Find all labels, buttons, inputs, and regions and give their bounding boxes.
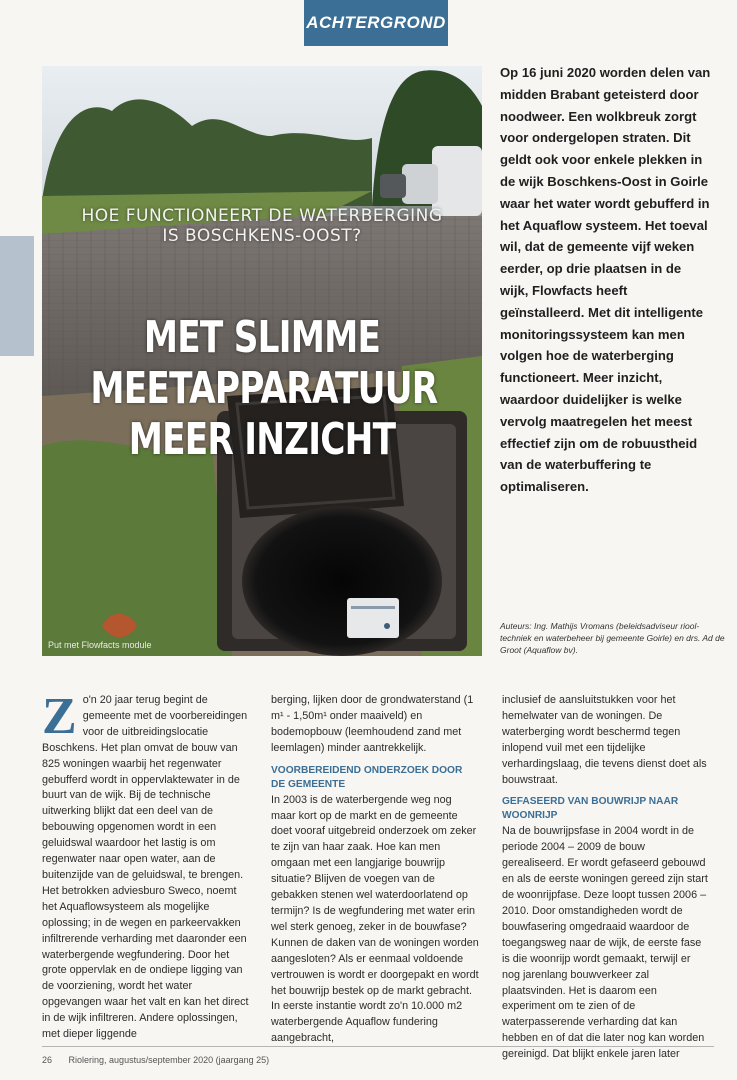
body-column-2 [271, 693, 479, 1047]
body-paragraph: berging, lijken door de grondwaterstand (1 m¹ - 1,50m¹ onder maaiveld) en bodemopbouw (leemhoudend zand met leemlagen) minder aantrekkelijk. [271, 694, 474, 754]
hero-photo [42, 66, 482, 656]
footer-rule [42, 1046, 714, 1047]
hero-subtitle [42, 206, 482, 246]
authors-note: Auteurs: Ing. Mathijs Vromans (beleidsadviseur riooltechniek en waterbeheer bij gemeente Goirle) en drs. Ad de Groot (Aquaflow bv). [500, 621, 725, 655]
hero-title-line1: MET SLIMME [143, 312, 381, 363]
body-paragraph: Na de bouwrijpsfase in 2004 wordt in de periode 2004 – 2009 de bouw gerealiseerd. Er wordt gefaseerd gebouwd en als de eerste woningen gereed zijn start de woonrijpfase. Deze loopt tussen 2006 – 2010. Door omstandigheden wordt de bouwfasering omgedraaid waardoor de toegangsweg naar de wijk, de eerste fase is die woonrijp wordt gemaakt, terwijl er nog jarenlang bouwverkeer zal plaatsvinden. Het is daarom een experiment om te zien of de waterpasserende verharding dat kan hebben en of dat die later nog kan worden gereinigd. Dat blijkt enkele jaren later [502, 825, 708, 1061]
side-tab-decoration [0, 236, 34, 356]
intro-paragraph: Op 16 juni 2020 worden delen van midden Brabant geteisterd door noodweer. Een wolkbreuk zorgt voor ondergelopen straten. Dit geldt ook voor enkele plekken in de wijk Boschkens-Oost in Goirle waar het water wordt gebufferd in het Aquaflow systeem. Het toeval wil, dat de gemeente vijf weken eerder, op drie plaatsen in de wijk, Flowfacts heeft geïnstalleerd. Met dit intelligente monitoringssysteem kan men volgen hoe de waterberging functioneert. Meer inzicht, waardoor duidelijker is welke vervolg maatregelen het meest effectief zijn om de robuustheid van de waterbuffering te optimaliseren. [500, 65, 711, 495]
page-number: 26 [42, 1055, 53, 1065]
hero-title-line3: MEER INZICHT [128, 414, 396, 465]
hero-subtitle-line1: HOE FUNCTIONEERT DE WATERBERGING [81, 206, 443, 226]
hero-title-line2: MEETAPPARATUUR [90, 363, 438, 414]
hero-subtitle-line2: IS BOSCHKENS-OOST? [162, 226, 362, 246]
hero-title [90, 312, 438, 465]
drop-cap: Z [42, 688, 77, 745]
subheading: VOORBEREIDEND ONDERZOEK DOOR DE GEMEENTE [271, 764, 463, 790]
publication-line: Riolering, augustus/september 2020 (jaargang 25) [68, 1055, 270, 1065]
body-column-1 [42, 688, 250, 1043]
section-tab: ACHTERGROND [304, 0, 448, 46]
subheading: GEFASEERD VAN BOUWRIJP NAAR WOONRIJP [502, 796, 679, 822]
body-paragraph [42, 688, 250, 1043]
body-paragraph: inclusief de aansluitstukken voor het hemelwater van de woningen. De waterberging wordt beschermd tegen inlopend vuil met een tijdelijke verhardingslaag, die tevens dienst doet als bouwstraat. [502, 694, 707, 786]
page-footer [42, 1055, 269, 1065]
photo-credit: Put met Flowfacts module [48, 640, 152, 650]
body-paragraph: In 2003 is de waterbergende weg nog maar kort op de markt en de gemeente doet vooraf uitgebreid onderzoek om zeker te zijn van haar zaak. Hoe kan men omgaan met een langjarige bouwrijp situatie? Blijven de voegen van de gebakken stenen wel waterdoorlatend op termijn? Is de wegfundering met water erin wel sterk genoeg, zeker in de bouwfase? Kunnen de daken van de woningen worden aangesloten? Als er eenmaal voldoende vertrouwen is wordt er doorgepakt en wordt het bouwrijp bestek op de markt gebracht. In eerste instantie wordt zo'n 10.000 m2 waterbergende Aquaflow fundering aangebracht, [271, 793, 479, 1045]
body-column-3 [502, 693, 710, 1063]
body-text: o'n 20 jaar terug begint de gemeente met de voorbereidingen voor de uitbreidingslocatie Boschkens. Het plan omvat de bouw van 825 woningen waarbij het regenwater gebufferd wordt in oppervlaktewater in de buurt van de wijk. Bij de technische uitwerking blijkt dat een deel van de bebouwing opgenomen wordt in een geluidswal waardoor het lastig is om regenwater naar open water, aan de buitenzijde van de geluidswal, te brengen. Het betrokken adviesburo Sweco, noemt het Aquaflowsysteem als mogelijke oplossing; in de wegen en parkeervakken infiltrerende verharding met daaronder een waterbergende wegfundering. Door het grote oppervlak en de ondiepe ligging van de voorziening, wordt het water opgevangen waar het valt en kan het direct in de wijk infiltreren. Andere oplossingen, met dieper liggende [42, 694, 249, 1041]
